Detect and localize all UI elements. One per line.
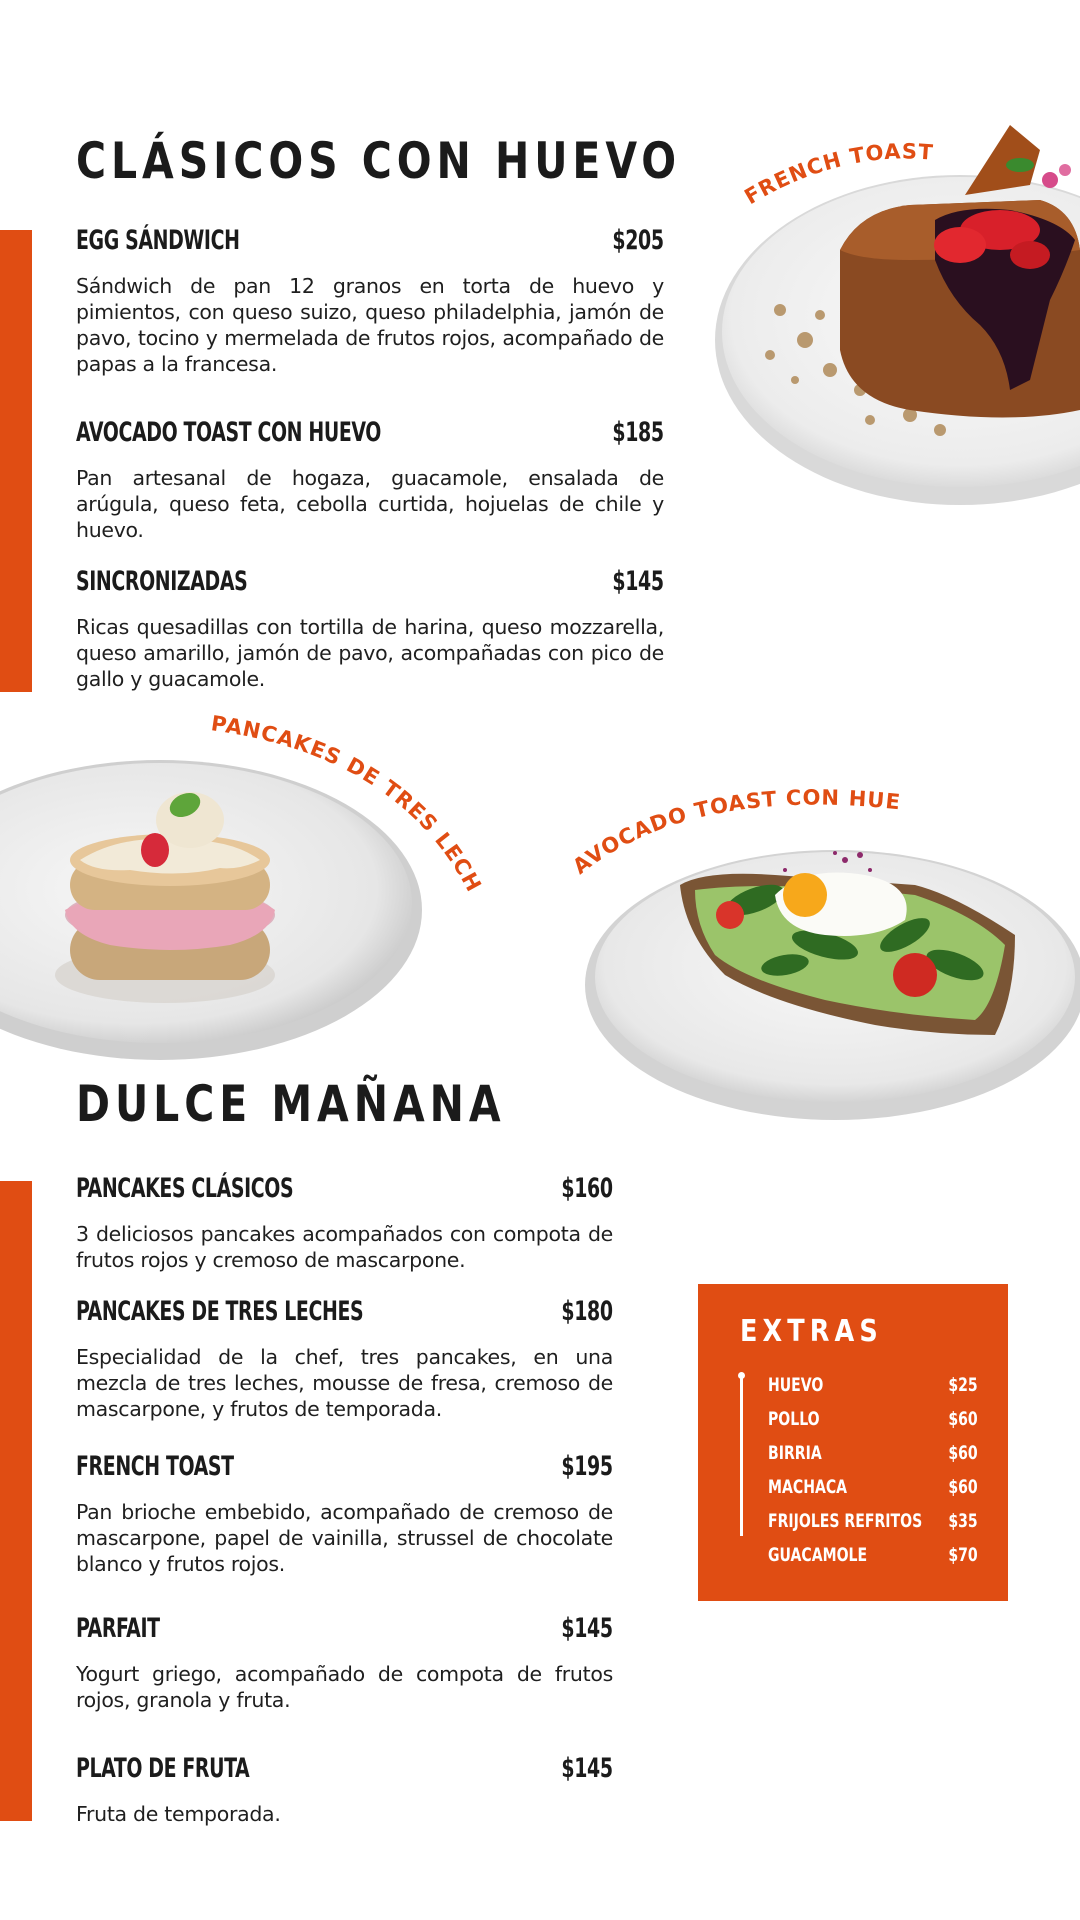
item-name: PARFAIT [76,1613,160,1644]
item-description: Sándwich de pan 12 granos en torta de huevo y pimientos, con queso suizo, queso philadelphia, jamón de pavo, tocino y mermelada de frutos rojos, acompañado de papas a la francesa. [76,274,664,376]
item-description: Fruta de temporada. [76,1802,281,1826]
item-price: $145 [561,1613,613,1644]
accent-bar-dulce [0,1181,32,1821]
menu-item-sincronizadas [76,566,664,692]
accent-bar-clasicos [0,230,32,692]
item-description: Yogurt griego, acompañado de compota de frutos rojos, granola y fruta. [76,1662,613,1712]
extras-item [768,1510,978,1544]
extras-list [768,1374,978,1578]
item-price: $185 [612,417,664,448]
section-title-dulce: DULCE MAÑANA [76,1075,506,1133]
item-name: FRENCH TOAST [76,1451,234,1482]
menu-item-plato-de-fruta [76,1753,613,1827]
extras-box [698,1284,1008,1601]
extras-item [768,1476,978,1510]
section-title-clasicos: CLÁSICOS CON HUEVO [76,132,682,190]
extras-item-name: FRIJOLES REFRITOS [768,1510,923,1532]
item-name: EGG SÁNDWICH [76,225,240,256]
item-name: SINCRONIZADAS [76,566,248,597]
extras-divider-line [740,1376,743,1536]
extras-item [768,1442,978,1476]
item-description: Pan brioche embebido, acompañado de cremoso de mascarpone, papel de vainilla, strussel de chocolate blanco y frutos rojos. [76,1500,613,1576]
item-price: $205 [612,225,664,256]
svg-text:FRENCH TOAST: FRENCH TOAST [740,139,935,210]
extras-item [768,1544,978,1578]
extras-item-price: $70 [948,1544,978,1566]
item-description: Ricas quesadillas con tortilla de harina, queso mozzarella, queso amarillo, jamón de pavo, acompañadas con pico de gallo y guacamole. [76,615,664,691]
extras-item-price: $35 [948,1510,978,1532]
extras-item-name: GUACAMOLE [768,1544,868,1566]
svg-text:PANCAKES DE TRES LECHES: PANCAKES DE TRES LECHES [191,696,487,897]
item-price: $145 [561,1753,613,1784]
avocado-toast-label [560,746,910,885]
pancakes-label [191,696,490,905]
item-name: PANCAKES CLÁSICOS [76,1173,294,1204]
menu-item-pancakes-clasicos [76,1173,613,1273]
item-price: $180 [561,1296,613,1327]
item-description: 3 deliciosos pancakes acompañados con compota de frutos rojos y cremoso de mascarpone. [76,1222,613,1272]
menu-item-pancakes-tres-leches [76,1296,613,1422]
menu-item-parfait [76,1613,613,1713]
item-price: $145 [612,566,664,597]
extras-item-price: $60 [948,1442,978,1464]
menu-item-french-toast [76,1451,613,1577]
extras-item-name: MACHACA [768,1476,848,1498]
item-description: Pan artesanal de hogaza, guacamole, ensalada de arúgula, queso feta, cebolla curtida, hojuelas de chile y huevo. [76,466,664,542]
svg-text:AVOCADO TOAST CON HUEVO: AVOCADO TOAST CON HUEVO [560,746,903,879]
extras-title: EXTRAS [740,1314,883,1349]
extras-item-price: $25 [948,1374,978,1396]
extras-item-name: POLLO [768,1408,820,1430]
item-name: PANCAKES DE TRES LECHES [76,1296,364,1327]
extras-item [768,1374,978,1408]
item-name: PLATO DE FRUTA [76,1753,250,1784]
item-price: $195 [561,1451,613,1482]
extras-item-price: $60 [948,1408,978,1430]
french-toast-label [740,130,940,220]
item-name: AVOCADO TOAST CON HUEVO [76,417,381,448]
extras-item-price: $60 [948,1476,978,1498]
item-price: $160 [561,1173,613,1204]
item-description: Especialidad de la chef, tres pancakes, en una mezcla de tres leches, mousse de fresa, cremoso de mascarpone, y frutos de temporada. [76,1345,613,1421]
extras-item-name: HUEVO [768,1374,824,1396]
extras-item [768,1408,978,1442]
extras-item-name: BIRRIA [768,1442,822,1464]
menu-item-egg-sandwich [76,225,664,377]
menu-item-avocado-toast [76,417,664,543]
